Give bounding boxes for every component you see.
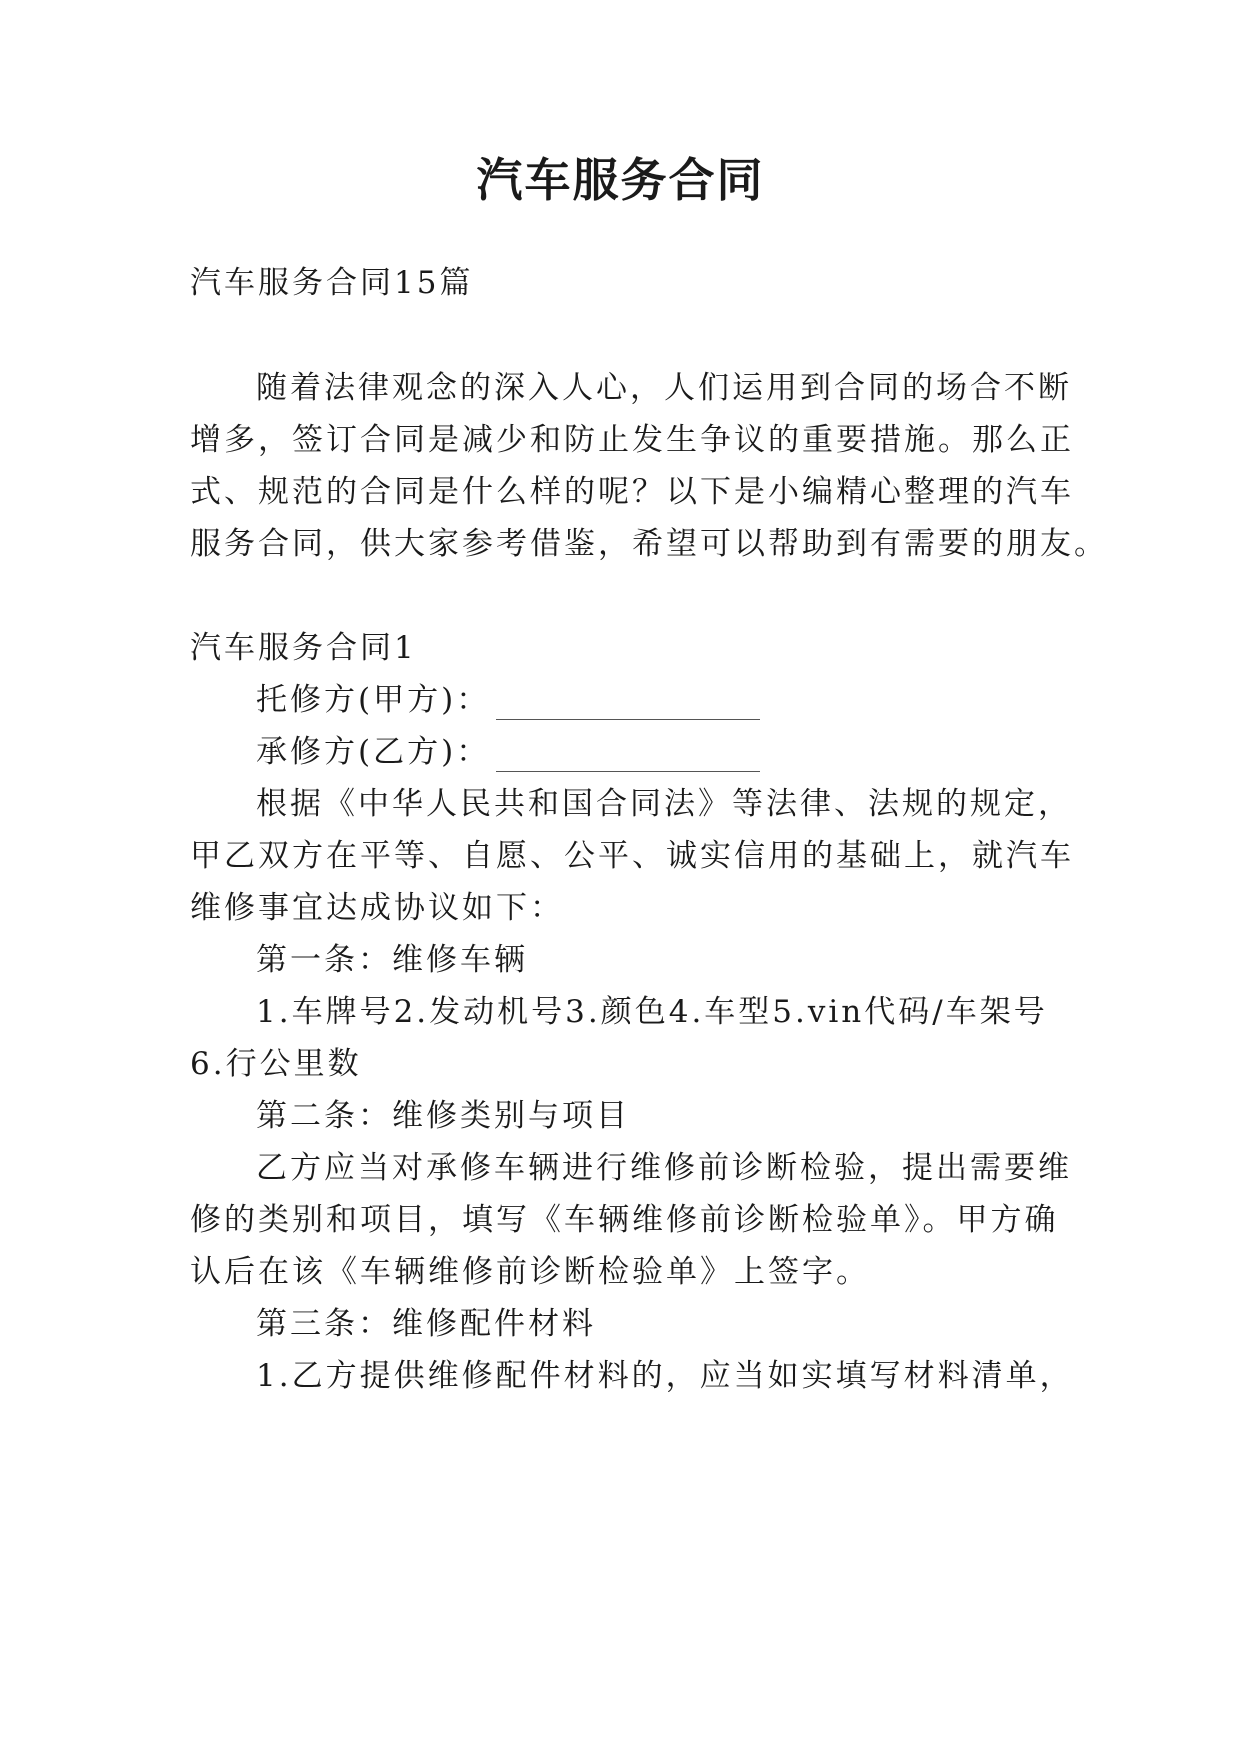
party-a-blank [496, 691, 760, 720]
section-heading: 汽车服务合同1 [190, 630, 417, 666]
party-a-label: 托修方(甲方)： [256, 682, 491, 718]
document-title: 汽车服务合同 [476, 153, 765, 207]
intro-line-3: 式、规范的合同是什么样的呢？以下是小编精心整理的汽车 [190, 474, 1074, 510]
article-1-line-1: 1.车牌号2.发动机号3.颜色4.车型5.vin代码/车架号 [256, 994, 1048, 1030]
article-3-line-1: 1.乙方提供维修配件材料的，应当如实填写材料清单， [256, 1358, 1074, 1394]
basis-line-3: 维修事宜达成协议如下： [190, 890, 564, 926]
article-2-line-1: 乙方应当对承修车辆进行维修前诊断检验，提出需要维 [256, 1150, 1072, 1186]
basis-line-2: 甲乙双方在平等、自愿、公平、诚实信用的基础上，就汽车 [190, 838, 1074, 874]
party-b-label: 承修方(乙方)： [256, 734, 491, 770]
party-a-row [256, 680, 1136, 720]
party-b-blank [496, 743, 760, 772]
intro-line-4: 服务合同，供大家参考借鉴，希望可以帮助到有需要的朋友。 [190, 526, 1108, 562]
article-1-line-2: 6.行公里数 [190, 1046, 362, 1082]
party-b-row [256, 732, 1136, 772]
intro-line-1: 随着法律观念的深入人心，人们运用到合同的场合不断 [256, 370, 1072, 406]
basis-line-1: 根据《中华人民共和国合同法》等法律、法规的规定， [256, 786, 1072, 822]
article-2-line-2: 修的类别和项目，填写《车辆维修前诊断检验单》。甲方确 [190, 1202, 1059, 1238]
article-3-heading: 第三条：维修配件材料 [256, 1306, 596, 1342]
document-subtitle: 汽车服务合同15篇 [190, 265, 474, 301]
article-2-line-3: 认后在该《车辆维修前诊断检验单》上签字。 [190, 1254, 870, 1290]
article-1-heading: 第一条：维修车辆 [256, 942, 528, 978]
intro-line-2: 增多，签订合同是减少和防止发生争议的重要措施。那么正 [190, 422, 1074, 458]
article-2-heading: 第二条：维修类别与项目 [256, 1098, 630, 1134]
